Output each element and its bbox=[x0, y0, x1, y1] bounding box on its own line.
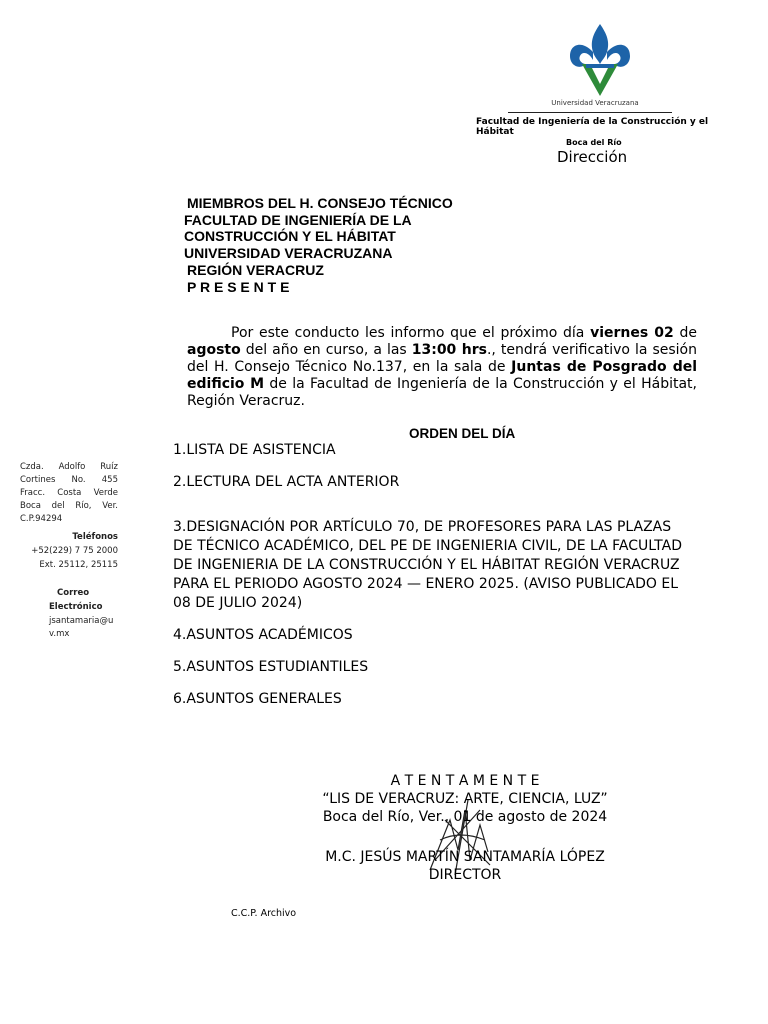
header-city: Boca del Río bbox=[566, 138, 622, 147]
agenda-item: 3.DESIGNACIÓN POR ARTÍCULO 70, DE PROFESORES PARA LAS PLAZAS DE TÉCNICO ACADÉMICO, DEL PE DE INGENIERIA CIVIL, DE LA FACULTAD DE INGENIERIA DE LA CONSTRUCCIÓN Y EL HÁBITAT REGIÓN VERACRUZ PARA EL PERIODO AGOSTO 2024 — ENERO 2025. (AVISO PUBLICADO EL 08 DE JULIO 2024) bbox=[173, 519, 682, 611]
university-logo bbox=[560, 20, 640, 100]
sidebar-address: Czda. Adolfo Ruíz Cortines No. 455 Fracc. Costa Verde Boca del Río, Ver. C.P.94294 bbox=[20, 462, 118, 524]
sidebar-phones-label: Teléfonos bbox=[72, 532, 118, 542]
recipient-line: CONSTRUCCIÓN Y EL HÁBITAT bbox=[184, 228, 396, 245]
sidebar-extensions: Ext. 25112, 25115 bbox=[39, 560, 118, 570]
agenda-item: 5.ASUNTOS ESTUDIANTILES bbox=[173, 659, 369, 675]
closing-block bbox=[300, 772, 630, 884]
recipient-line: REGIÓN VERACRUZ bbox=[187, 261, 324, 278]
header-divider bbox=[508, 112, 672, 113]
university-name: Universidad Veracruzana bbox=[551, 99, 639, 107]
agenda-item: 1.LISTA DE ASISTENCIA bbox=[173, 442, 336, 458]
department-title: Dirección bbox=[557, 148, 628, 166]
agenda-item: 6.ASUNTOS GENERALES bbox=[173, 691, 342, 707]
sidebar-email: jsantamaria@uv.mx bbox=[49, 616, 114, 639]
recipient-line: UNIVERSIDAD VERACRUZANA bbox=[184, 245, 393, 262]
recipient-line: P R E S E N T E bbox=[187, 278, 290, 295]
closing-atentamente: A T E N T A M E N T E bbox=[390, 773, 540, 789]
closing-place-date: Boca del Río, Ver., 01 de agosto de 2024 bbox=[322, 809, 608, 825]
sidebar-email-label: Electrónico bbox=[49, 602, 103, 612]
ccp-note: C.C.P. Archivo bbox=[231, 908, 297, 919]
agenda-item: 2.LECTURA DEL ACTA ANTERIOR bbox=[173, 474, 400, 490]
sidebar-email-label: Correo bbox=[57, 588, 90, 598]
recipient-line: MIEMBROS DEL H. CONSEJO TÉCNICO bbox=[187, 195, 453, 211]
faculty-name: Facultad de Ingeniería de la Construcción y el Hábitat bbox=[476, 117, 709, 137]
sidebar-phone: +52(229) 7 75 2000 bbox=[31, 546, 118, 556]
closing-motto: “LIS DE VERACRUZ: ARTE, CIENCIA, LUZ” bbox=[322, 791, 608, 807]
recipient-block bbox=[184, 195, 453, 295]
signer-name: M.C. JESÚS MARTÍN SANTAMARÍA LÓPEZ bbox=[325, 849, 605, 865]
fleur-de-lis-logo-icon bbox=[560, 20, 640, 100]
agenda-title: ORDEN DEL DÍA bbox=[409, 426, 516, 441]
recipient-line: FACULTAD DE INGENIERÍA DE LA bbox=[184, 211, 412, 228]
agenda-item: 4.ASUNTOS ACADÉMICOS bbox=[173, 627, 353, 643]
signer-position: DIRECTOR bbox=[428, 867, 502, 883]
body-paragraph: Por este conducto les informo que el próximo día viernes 02 de agosto del año en curso, a las 13:00 hrs., tendrá verificativo la sesión del H. Consejo Técnico No.137, en la sala de Juntas de Posgrado del edificio M de la Facultad de Ingeniería de la Construcción y el Hábitat, Región Veracruz. bbox=[187, 325, 698, 409]
